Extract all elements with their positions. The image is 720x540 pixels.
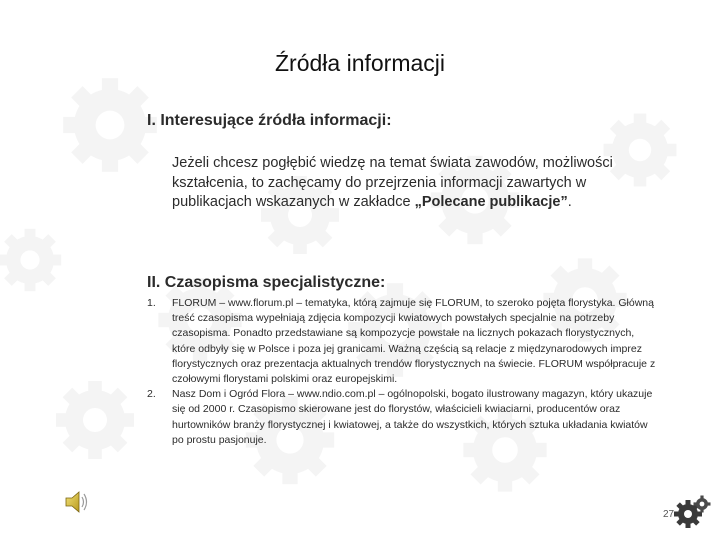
- list-item-number: 1.: [147, 297, 156, 309]
- section-2-heading: II. Czasopisma specjalistyczne:: [147, 274, 386, 291]
- section-1-body: [172, 154, 642, 213]
- page-number: 27: [663, 509, 675, 520]
- list-item: [147, 296, 657, 387]
- list-item-text: Nasz Dom i Ogród Flora – www.ndio.com.pl – ogólnopolski, bogato ilustrowany magazyn, który ukazuje się od 2000 r. Czasopismo skierowane jest do florystów, właścicieli kwiaciarni, producentów oraz hurtowników branży florystycznej i kwiatowej, a także do wszystkich, których sztuka układania kwiatów po prostu pasjonuje.: [172, 388, 653, 446]
- magazine-list: [147, 296, 657, 448]
- gear-icon[interactable]: [672, 492, 712, 532]
- speaker-icon[interactable]: [62, 488, 92, 516]
- recommended-publications-link[interactable]: „Polecane publikacje”: [414, 194, 568, 210]
- list-item-text: FLORUM – www.florum.pl – tematyka, którą zajmuje się FLORUM, to szeroko pojęta florystyka. Główną treść czasopisma wypełniają zdjęcia kompozycji kwiatowych powstałych specjalnie na potrzeby czasopisma. Ponadto przedstawiane są kompozycje powstałe na licznych pokazach florystycznych, które odbyły się w Polsce i poza jej granicami. Ważną częścią są relacje z międzynarodowych imprez florystycznych oraz prezentacja aktualnych trendów florystycznych na świecie. FLORUM współpracuje z czołowymi florystami polskimi oraz europejskimi.: [172, 297, 656, 386]
- slide-title: Źródła informacji: [275, 50, 445, 76]
- section-1-body-end: .: [567, 194, 572, 210]
- section-1-body-text: Jeżeli chcesz pogłębić wiedzę na temat świata zawodów, możliwości kształcenia, to zachęcamy do przejrzenia informacji zawartych w publikacjach wskazanych w zakładce: [172, 155, 613, 210]
- list-item-number: 2.: [147, 388, 156, 401]
- list-item: [147, 387, 657, 448]
- section-1-heading: I. Interesujące źródła informacji:: [147, 112, 392, 129]
